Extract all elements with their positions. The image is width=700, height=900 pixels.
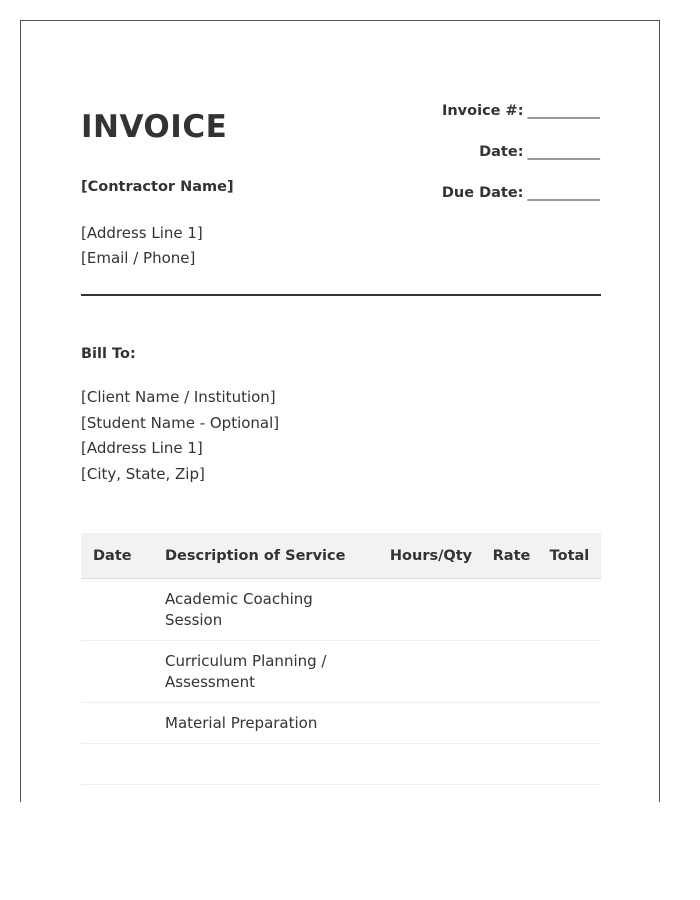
header-hours: Hours/Qty: [379, 533, 483, 579]
table-row: [81, 641, 601, 703]
invoice-number-label: Invoice #:: [441, 103, 524, 119]
row-hours: [379, 579, 483, 641]
due-date-row: [442, 183, 600, 224]
row-date: [81, 641, 155, 703]
row-rate: [483, 641, 540, 703]
row-date: [81, 703, 155, 744]
row-description: [155, 744, 379, 785]
contractor-name: [Contractor Name]: [81, 179, 234, 195]
header-divider: [81, 294, 601, 296]
invoice-number-blank: __________: [527, 103, 600, 119]
invoice-date-blank: __________: [527, 144, 600, 160]
table-row: [81, 703, 601, 744]
row-date: [81, 744, 155, 785]
row-hours: [379, 744, 483, 785]
bill-to-city-state-zip: [City, State, Zip]: [81, 465, 205, 484]
row-rate: [483, 744, 540, 785]
row-date: [81, 579, 155, 641]
bill-to-heading: Bill To:: [81, 346, 136, 362]
contractor-contact: [Email / Phone]: [81, 249, 196, 267]
due-date-blank: __________: [527, 185, 600, 201]
row-description: Academic Coaching Session: [155, 579, 379, 641]
header-date: Date: [81, 533, 155, 579]
bill-to-client: [Client Name / Institution]: [81, 388, 276, 406]
table-header-row: [81, 533, 601, 579]
bill-to-student: [Student Name - Optional]: [81, 413, 280, 432]
bill-to-details: [81, 385, 279, 488]
row-rate: [483, 703, 540, 744]
row-total: [540, 744, 601, 785]
invoice-title: INVOICE: [81, 109, 228, 145]
row-hours: [379, 641, 483, 703]
row-total: [540, 641, 601, 703]
invoice-meta: [442, 101, 600, 224]
table-row: [81, 744, 601, 785]
header-rate: Rate: [483, 533, 540, 579]
invoice-page: [20, 20, 660, 802]
contractor-details: [81, 221, 203, 271]
row-total: [540, 579, 601, 641]
invoice-date-row: [442, 142, 600, 183]
row-description: Curriculum Planning / Assessment: [155, 641, 379, 703]
header-description: Description of Service: [155, 533, 379, 579]
table-row: [81, 579, 601, 641]
invoice-date-label: Date:: [479, 144, 524, 160]
row-hours: [379, 703, 483, 744]
services-table: [81, 533, 601, 785]
due-date-label: Due Date:: [441, 185, 524, 201]
contractor-address-line: [Address Line 1]: [81, 224, 203, 242]
invoice-number-row: [442, 101, 600, 142]
row-rate: [483, 579, 540, 641]
row-description: Material Preparation: [155, 703, 379, 744]
row-total: [540, 703, 601, 744]
header-total: Total: [540, 533, 601, 579]
bill-to-address-line: [Address Line 1]: [81, 439, 203, 458]
